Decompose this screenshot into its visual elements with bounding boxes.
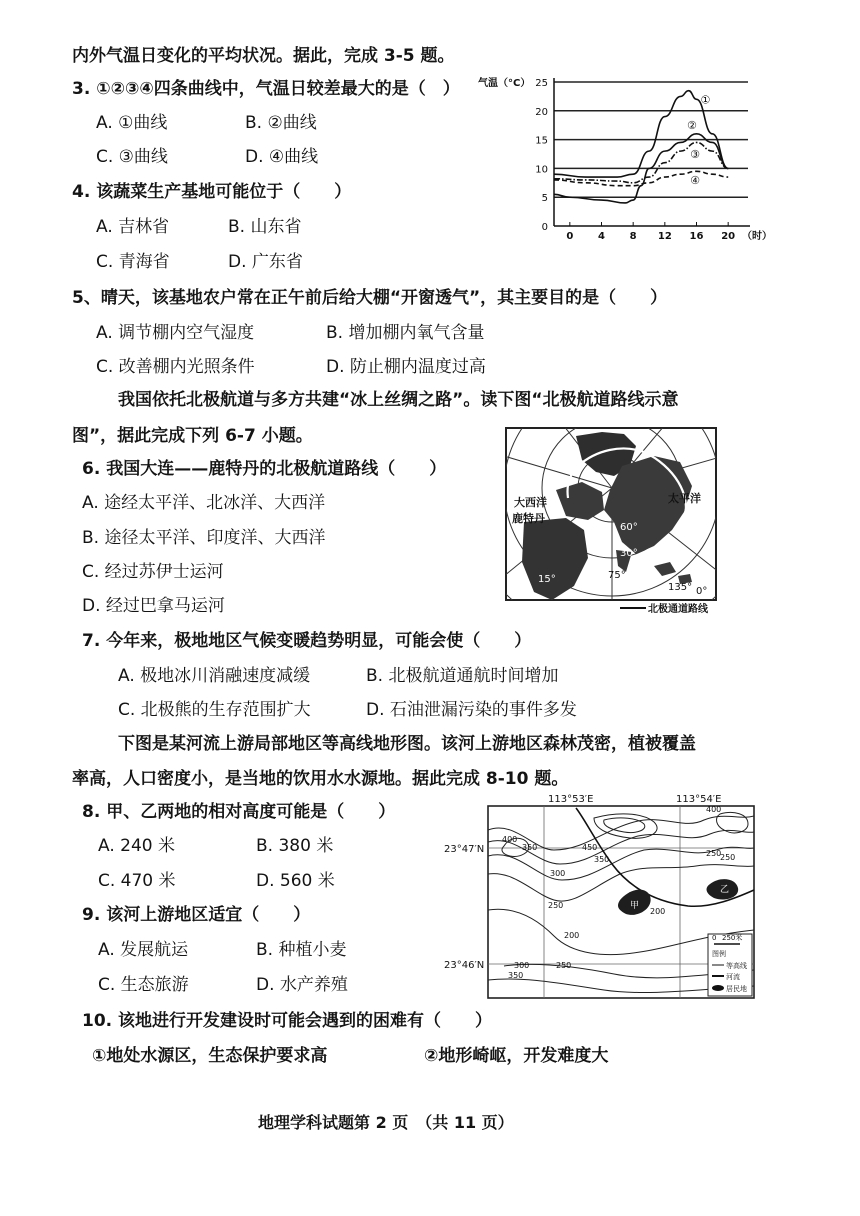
contour-topographic-map xyxy=(444,790,756,1002)
q6-option-b: B. 途径太平洋、印度洋、大西洋 xyxy=(82,528,326,548)
x-tick-label-12: 12 xyxy=(657,231,672,242)
x-tick-label-8: 8 xyxy=(629,231,637,242)
x-axis-label: （时） xyxy=(742,231,772,242)
series-label-3: ③ xyxy=(690,148,701,161)
q3-option-d: D. ④曲线 xyxy=(245,147,319,167)
q3-option-b: B. ②曲线 xyxy=(245,113,317,133)
q8-option-a: A. 240 米 xyxy=(98,836,175,856)
contour-label-3: 300 xyxy=(550,869,566,878)
contour-label-11: 400 xyxy=(502,835,518,844)
label-lon-right: 113°54′E xyxy=(676,794,722,805)
q6-stem: 6. 我国大连——鹿特丹的北极航道路线（ ） xyxy=(82,459,447,479)
y-tick-label-10: 10 xyxy=(535,164,548,176)
q9-stem: 9. 该河上游地区适宜（ ） xyxy=(82,905,311,925)
scale-zero: 0 xyxy=(712,934,717,942)
x-tick-label-0: 0 xyxy=(566,231,574,242)
scale-length: 250米 xyxy=(722,934,743,942)
y-tick-label-25: 25 xyxy=(535,78,548,89)
contour-label-13: 250 xyxy=(706,849,722,858)
label-jia: 甲 xyxy=(630,901,640,911)
label-lat-60: 60° xyxy=(620,522,638,533)
label-lon-135: 135° xyxy=(668,582,693,593)
contour-label-1: 450 xyxy=(582,843,598,852)
series-label-1: ① xyxy=(700,93,711,107)
x-tick-label-20: 20 xyxy=(721,231,736,242)
q6-option-a: A. 途经太平洋、北冰洋、大西洋 xyxy=(82,493,326,513)
q7-option-a: A. 极地冰川消融速度减缓 xyxy=(118,666,311,686)
passage3-line2: 率高，人口密度小，是当地的饮用水水源地。据此完成 8-10 题。 xyxy=(72,769,569,789)
label-yi: 乙 xyxy=(720,885,730,895)
legend-settlement-swatch xyxy=(712,985,724,991)
arctic-route-map xyxy=(504,426,730,616)
contour-label-2: 350 xyxy=(594,855,610,864)
temperature-line-chart xyxy=(478,70,774,242)
legend-title: 图例 xyxy=(712,950,726,958)
x-tick-label-16: 16 xyxy=(689,231,704,242)
legend-route-label: 北极通道路线 xyxy=(648,604,708,615)
page-footer: 地理学科试题第 2 页 （共 11 页） xyxy=(258,1113,514,1132)
label-lon-75: 75° xyxy=(608,570,626,581)
legend-settlement: 居民地 xyxy=(726,985,747,993)
y-axis-label: 气温（°C） xyxy=(478,78,531,89)
q9-option-c: C. 生态旅游 xyxy=(98,975,189,995)
y-tick-label-0: 0 xyxy=(541,222,548,233)
label-lon-left: 113°53′E xyxy=(548,794,594,805)
contour-label-5: 200 xyxy=(564,931,580,940)
q5-stem: 5、晴天，该基地农户常在正午前后给大棚“开窗透气”，其主要目的是（ ） xyxy=(72,288,668,308)
q7-option-d: D. 石油泄漏污染的事件多发 xyxy=(366,700,577,720)
q8-option-b: B. 380 米 xyxy=(256,836,334,856)
label-rotterdam: 鹿特丹 xyxy=(512,512,545,525)
contour-label-10: 350 xyxy=(508,971,524,980)
q7-option-b: B. 北极航道通航时间增加 xyxy=(366,666,559,686)
y-tick-label-15: 15 xyxy=(535,135,548,147)
q8-option-d: D. 560 米 xyxy=(256,871,335,891)
q8-stem: 8. 甲、乙两地的相对高度可能是（ ） xyxy=(82,802,396,822)
contour-label-6: 200 xyxy=(650,907,666,916)
contour-label-9: 300 xyxy=(514,961,530,970)
contour-label-0: 400 xyxy=(706,805,722,814)
q3-option-c: C. ③曲线 xyxy=(96,147,168,167)
q4-stem: 4. 该蔬菜生产基地可能位于（ ） xyxy=(72,182,352,202)
contour-label-8: 250 xyxy=(556,961,572,970)
y-tick-label-20: 20 xyxy=(535,106,548,118)
q5-option-b: B. 增加棚内氧气含量 xyxy=(326,323,485,343)
series-line-4 xyxy=(554,171,728,185)
passage2-line2: 图”，据此完成下列 6-7 小题。 xyxy=(72,426,313,446)
q8-option-c: C. 470 米 xyxy=(98,871,176,891)
q4-option-c: C. 青海省 xyxy=(96,252,170,272)
q5-option-d: D. 防止棚内温度过高 xyxy=(326,357,486,377)
label-lat-bottom: 23°46′N xyxy=(444,960,485,971)
q9-option-d: D. 水产养殖 xyxy=(256,975,348,995)
y-tick-label-5: 5 xyxy=(541,193,548,205)
label-atlantic: 大西洋 xyxy=(514,496,547,509)
passage3-line1: 下图是某河流上游局部地区等高线地形图。该河上游地区森林茂密，植被覆盖 xyxy=(118,734,696,754)
q4-option-b: B. 山东省 xyxy=(228,217,302,237)
q7-option-c: C. 北极熊的生存范围扩大 xyxy=(118,700,311,720)
contour-label-7: 250 xyxy=(720,853,736,862)
x-tick-label-4: 4 xyxy=(598,231,605,242)
q4-option-a: A. 吉林省 xyxy=(96,217,170,237)
series-label-2: ② xyxy=(687,119,697,133)
q4-option-d: D. 广东省 xyxy=(228,252,303,272)
q10-stem: 10. 该地进行开发建设时可能会遇到的困难有（ ） xyxy=(82,1011,493,1031)
q10-option-2: ②地形崎岖，开发难度大 xyxy=(424,1046,609,1066)
q7-stem: 7. 今年来，极地地区气候变暖趋势明显，可能会使（ ） xyxy=(82,631,532,651)
q5-option-a: A. 调节棚内空气湿度 xyxy=(96,323,255,343)
q3-option-a: A. ①曲线 xyxy=(96,113,168,133)
intro-line: 内外气温日变化的平均状况。据此，完成 3-5 题。 xyxy=(72,46,455,66)
q6-option-c: C. 经过苏伊士运河 xyxy=(82,562,224,582)
label-pacific: 太平洋 xyxy=(668,492,701,505)
passage2-line1: 我国依托北极航道与多方共建“冰上丝绸之路”。读下图“北极航道路线示意 xyxy=(118,390,679,410)
contour-label-4: 250 xyxy=(548,901,564,910)
q6-option-d: D. 经过巴拿马运河 xyxy=(82,596,225,616)
label-lon-15: 15° xyxy=(538,574,556,585)
q9-option-b: B. 种植小麦 xyxy=(256,940,347,960)
contour-label-12: 350 xyxy=(522,843,538,852)
legend-river: 河流 xyxy=(726,973,740,981)
q5-option-c: C. 改善棚内光照条件 xyxy=(96,357,255,377)
label-lat-30: 30° xyxy=(620,548,638,559)
q9-option-a: A. 发展航运 xyxy=(98,940,189,960)
label-lon-0: 0° xyxy=(696,586,708,597)
label-lat-top: 23°47′N xyxy=(444,844,485,855)
q10-option-1: ①地处水源区，生态保护要求高 xyxy=(92,1046,328,1066)
q3-stem: 3. ①②③④四条曲线中，气温日较差最大的是（ ） xyxy=(72,79,460,99)
legend-contour: 等高线 xyxy=(726,962,747,970)
series-label-4: ④ xyxy=(690,173,701,187)
